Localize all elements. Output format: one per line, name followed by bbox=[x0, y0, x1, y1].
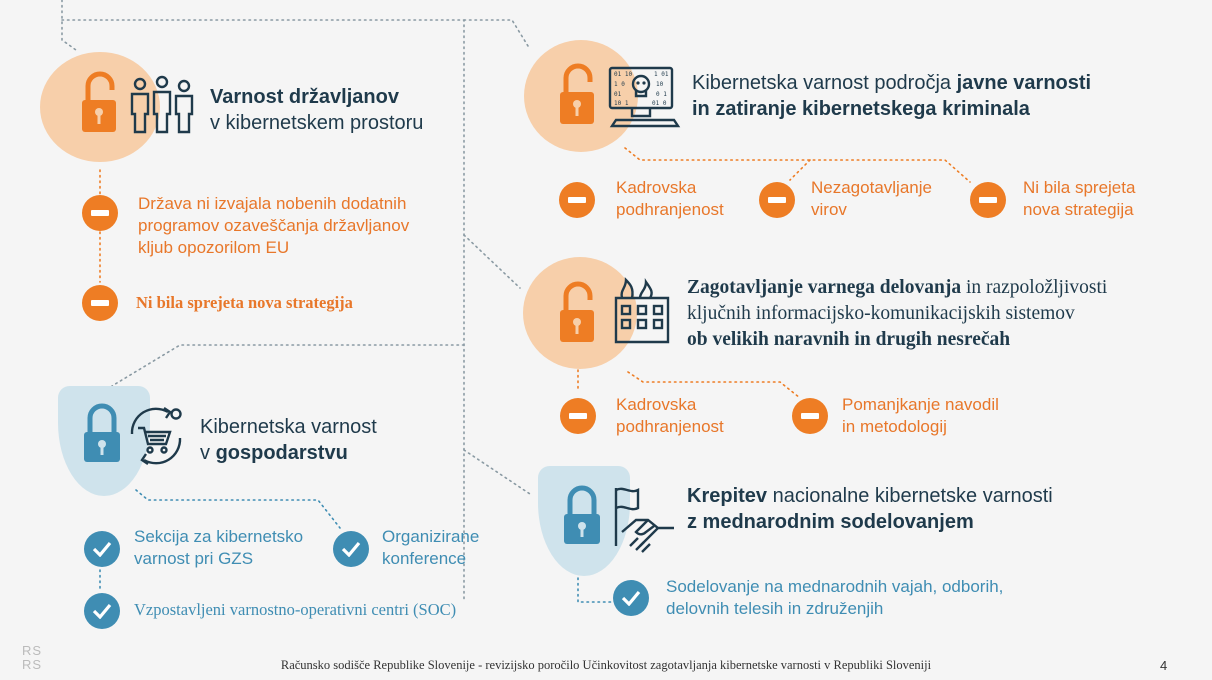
page-number: 4 bbox=[1160, 658, 1168, 673]
citizens-title-bold: Varnost državljanov bbox=[210, 86, 399, 108]
finding-line: Nezagotavljanje bbox=[811, 178, 932, 197]
padlock-open-icon bbox=[80, 72, 120, 134]
public-security-finding-2-minus-icon bbox=[759, 182, 795, 218]
svg-text:01: 01 bbox=[614, 91, 622, 98]
disasters-finding-2-minus-icon bbox=[792, 398, 828, 434]
economy-finding-1-check-icon bbox=[84, 531, 120, 567]
economy-title-pre: v bbox=[200, 442, 216, 464]
international-title bbox=[687, 483, 1053, 535]
citizens-finding-1-line: Država ni izvajala nobenih dodatnih bbox=[138, 194, 407, 213]
disasters-title-rest: in razpoložljivosti bbox=[961, 277, 1108, 298]
handshake-flag-icon bbox=[606, 484, 678, 554]
rs-logo-line: RS bbox=[22, 643, 43, 658]
disasters-title-bold: ob velikih naravnih in drugih nesrečah bbox=[687, 329, 1011, 350]
finding-line: Pomanjkanje navodil bbox=[842, 395, 999, 414]
finding-line: in metodologij bbox=[842, 417, 947, 436]
finding-line: Ni bila sprejeta bbox=[1023, 178, 1136, 197]
economy-finding-2 bbox=[382, 526, 479, 570]
finding-line: Sodelovanje na mednarodnih vajah, odborih, bbox=[666, 577, 1004, 596]
padlock-open-icon bbox=[558, 282, 598, 344]
economy-finding-2-check-icon bbox=[333, 531, 369, 567]
economy-finding-3-check-icon bbox=[84, 593, 120, 629]
public-security-title-bold: in zatiranje kibernetskega kriminala bbox=[692, 98, 1030, 120]
padlock-open-icon bbox=[558, 64, 598, 126]
padlock-closed-icon bbox=[84, 404, 120, 464]
svg-text:1 01: 1 01 bbox=[654, 71, 669, 78]
finding-line: Kadrovska bbox=[616, 178, 697, 197]
economy-title-bold: gospodarstvu bbox=[215, 442, 348, 464]
citizens-title-rest: v kibernetskem prostoru bbox=[210, 112, 424, 134]
finding-line: Sekcija za kibernetsko bbox=[134, 527, 304, 546]
svg-text:1 0: 1 0 bbox=[614, 81, 625, 88]
finding-line: Kadrovska bbox=[616, 395, 697, 414]
burning-building-icon bbox=[610, 276, 674, 344]
international-title-bold: Krepitev bbox=[687, 485, 768, 507]
citizens-finding-1 bbox=[138, 193, 409, 259]
svg-text:0 1: 0 1 bbox=[656, 91, 667, 98]
citizens-finding-2: Ni bila sprejeta nova strategija bbox=[136, 293, 353, 312]
public-security-title bbox=[692, 70, 1091, 122]
public-security-finding-3 bbox=[1023, 177, 1135, 221]
economy-title-line1: Kibernetska varnost bbox=[200, 416, 377, 438]
finding-line: virov bbox=[811, 200, 847, 219]
public-security-title-bold: javne varnosti bbox=[956, 72, 1092, 94]
svg-text:10 1: 10 1 bbox=[614, 100, 629, 107]
footer-text: Računsko sodišče Republike Slovenije - revizijsko poročilo Učinkovitost zagotavljanja kibernetske varnosti v Republiki Sloveniji bbox=[280, 658, 932, 672]
people-icon bbox=[128, 76, 198, 134]
shopping-cart-cycle-icon bbox=[124, 406, 188, 468]
disasters-title bbox=[687, 275, 1107, 353]
rs-logo-line: RS bbox=[22, 657, 43, 672]
finding-line: delovnih telesih in združenjih bbox=[666, 599, 884, 618]
finding-line: podhranjenost bbox=[616, 417, 724, 436]
citizens-finding-1-line: programov ozaveščanja državljanov bbox=[138, 216, 410, 235]
padlock-closed-icon bbox=[564, 486, 600, 546]
economy-finding-3: Vzpostavljeni varnostno-operativni centri (SOC) bbox=[134, 600, 457, 619]
international-finding-1 bbox=[666, 576, 1003, 620]
citizens-finding-2-minus-icon bbox=[82, 285, 118, 321]
public-security-finding-2 bbox=[811, 177, 932, 221]
disasters-finding-1 bbox=[616, 394, 724, 438]
finding-line: konference bbox=[382, 549, 467, 568]
finding-line: nova strategija bbox=[1023, 200, 1134, 219]
svg-text:01 10: 01 10 bbox=[614, 71, 633, 78]
hacker-monitor-icon bbox=[606, 66, 678, 130]
citizens-finding-1-line: kljub opozorilom EU bbox=[138, 238, 290, 257]
public-security-finding-3-minus-icon bbox=[970, 182, 1006, 218]
disasters-finding-2 bbox=[842, 394, 999, 438]
disasters-finding-1-minus-icon bbox=[560, 398, 596, 434]
finding-line: podhranjenost bbox=[616, 200, 724, 219]
public-security-title-pre: Kibernetska varnost področja bbox=[692, 72, 957, 94]
finding-line: Organizirane bbox=[382, 527, 480, 546]
disasters-title-bold: Zagotavljanje varnega delovanja bbox=[687, 277, 962, 298]
citizens-finding-1-minus-icon bbox=[82, 195, 118, 231]
citizens-title bbox=[210, 84, 423, 136]
economy-finding-1 bbox=[134, 526, 303, 570]
international-title-bold: z mednarodnim sodelovanjem bbox=[687, 511, 974, 533]
international-title-rest: nacionalne kibernetske varnosti bbox=[767, 485, 1053, 507]
disasters-title-line2: ključnih informacijsko-komunikacijskih sistemov bbox=[687, 303, 1075, 324]
svg-text:01 0: 01 0 bbox=[652, 100, 667, 107]
svg-text:10: 10 bbox=[656, 81, 664, 88]
international-finding-1-check-icon bbox=[613, 580, 649, 616]
finding-line: varnost pri GZS bbox=[134, 549, 254, 568]
public-security-finding-1-minus-icon bbox=[559, 182, 595, 218]
economy-title bbox=[200, 414, 377, 466]
public-security-finding-1 bbox=[616, 177, 724, 221]
